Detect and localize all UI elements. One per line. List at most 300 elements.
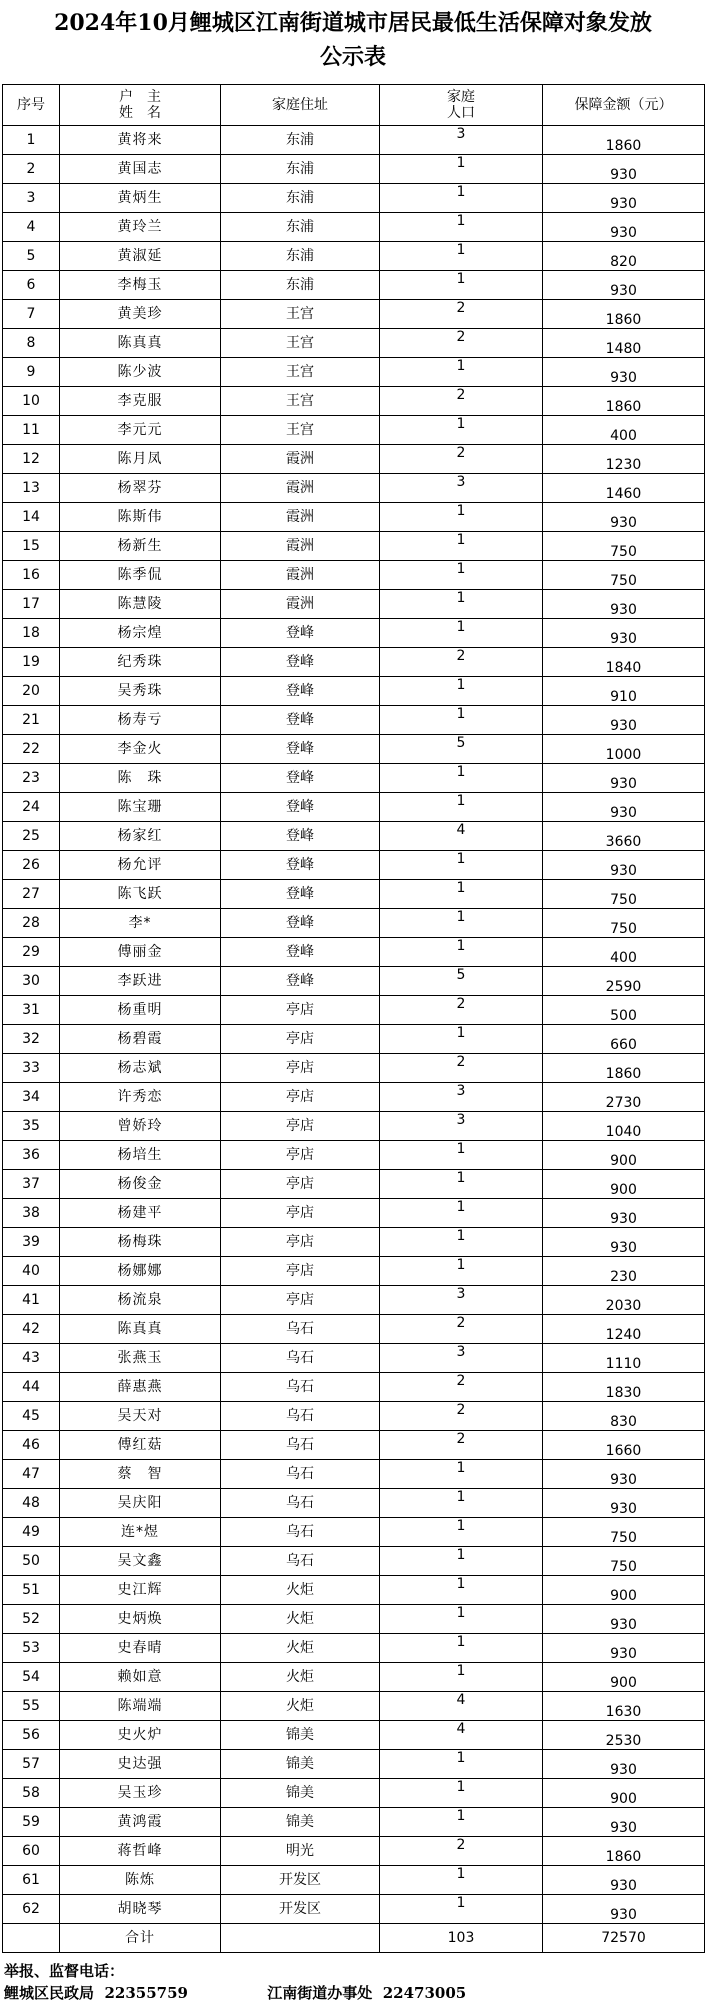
row-number: 62 xyxy=(3,1895,60,1924)
table-row xyxy=(3,1344,705,1373)
row-number: 24 xyxy=(3,793,60,822)
table-row xyxy=(3,677,705,706)
household-address: 乌石 xyxy=(221,1518,380,1547)
table-row xyxy=(3,329,705,358)
table-row xyxy=(3,822,705,851)
table-row xyxy=(3,358,705,387)
row-number: 45 xyxy=(3,1402,60,1431)
benefit-amount: 930 xyxy=(543,1228,705,1257)
household-address: 开发区 xyxy=(221,1866,380,1895)
head-of-household-name: 陈真真 xyxy=(60,329,221,358)
header-address: 家庭住址 xyxy=(221,85,380,126)
table-row xyxy=(3,213,705,242)
table-row xyxy=(3,967,705,996)
household-address: 王宫 xyxy=(221,329,380,358)
household-size: 2 xyxy=(380,387,543,416)
household-address: 霞洲 xyxy=(221,474,380,503)
household-size: 5 xyxy=(380,735,543,764)
header-people xyxy=(380,85,543,126)
head-of-household-name: 杨培生 xyxy=(60,1141,221,1170)
benefit-amount: 2730 xyxy=(543,1083,705,1112)
benefit-amount: 930 xyxy=(543,1460,705,1489)
table-row xyxy=(3,793,705,822)
household-size: 3 xyxy=(380,126,543,155)
head-of-household-name: 黄美珍 xyxy=(60,300,221,329)
household-size: 1 xyxy=(380,1228,543,1257)
household-size: 1 xyxy=(380,1257,543,1286)
head-of-household-name: 薛惠燕 xyxy=(60,1373,221,1402)
household-address: 亭店 xyxy=(221,1170,380,1199)
benefit-amount: 2530 xyxy=(543,1721,705,1750)
head-of-household-name: 李金火 xyxy=(60,735,221,764)
document-title xyxy=(0,6,706,74)
household-address: 登峰 xyxy=(221,909,380,938)
benefit-amount: 1460 xyxy=(543,474,705,503)
table-row xyxy=(3,271,705,300)
total-label: 合计 xyxy=(60,1924,221,1953)
phone-street-office: 22473005 xyxy=(382,1984,467,2002)
household-size: 2 xyxy=(380,1837,543,1866)
table-row xyxy=(3,242,705,271)
table-row xyxy=(3,764,705,793)
table-row xyxy=(3,1460,705,1489)
benefit-amount: 930 xyxy=(543,1808,705,1837)
head-of-household-name: 杨俊金 xyxy=(60,1170,221,1199)
head-of-household-name: 吴玉珍 xyxy=(60,1779,221,1808)
head-of-household-name: 杨宗煌 xyxy=(60,619,221,648)
row-number: 39 xyxy=(3,1228,60,1257)
row-number: 54 xyxy=(3,1663,60,1692)
household-size: 1 xyxy=(380,1576,543,1605)
benefit-amount: 1110 xyxy=(543,1344,705,1373)
household-size: 4 xyxy=(380,1692,543,1721)
household-size: 3 xyxy=(380,1344,543,1373)
household-size: 1 xyxy=(380,1547,543,1576)
household-address: 火炬 xyxy=(221,1692,380,1721)
phone-civil-affairs: 22355759 xyxy=(104,1984,188,2002)
row-number: 10 xyxy=(3,387,60,416)
benefit-amount: 750 xyxy=(543,909,705,938)
table-row xyxy=(3,1489,705,1518)
benefit-amount: 1860 xyxy=(543,1837,705,1866)
household-size: 4 xyxy=(380,1721,543,1750)
row-number: 30 xyxy=(3,967,60,996)
benefit-amount: 750 xyxy=(543,561,705,590)
head-of-household-name: 吴文鑫 xyxy=(60,1547,221,1576)
household-size: 1 xyxy=(380,1866,543,1895)
total-empty-address xyxy=(221,1924,380,1953)
header-amount: 保障金额（元） xyxy=(543,85,705,126)
benefit-amount: 900 xyxy=(543,1141,705,1170)
household-size: 1 xyxy=(380,1895,543,1924)
household-size: 1 xyxy=(380,1170,543,1199)
head-of-household-name: 史炳焕 xyxy=(60,1605,221,1634)
benefit-amount: 910 xyxy=(543,677,705,706)
head-of-household-name: 张燕玉 xyxy=(60,1344,221,1373)
total-row xyxy=(3,1924,705,1953)
household-size: 1 xyxy=(380,619,543,648)
household-size: 1 xyxy=(380,416,543,445)
household-address: 亭店 xyxy=(221,1228,380,1257)
total-empty-no xyxy=(3,1924,60,1953)
org-street-office: 江南街道办事处 xyxy=(267,1984,373,2002)
table-row xyxy=(3,1866,705,1895)
benefit-amount: 930 xyxy=(543,851,705,880)
household-address: 登峰 xyxy=(221,735,380,764)
table-row xyxy=(3,416,705,445)
head-of-household-name: 赖如意 xyxy=(60,1663,221,1692)
table-row xyxy=(3,1750,705,1779)
report-contact xyxy=(4,1960,704,2004)
household-address: 锦美 xyxy=(221,1750,380,1779)
head-of-household-name: 吴庆阳 xyxy=(60,1489,221,1518)
table-row xyxy=(3,1605,705,1634)
row-number: 6 xyxy=(3,271,60,300)
head-of-household-name: 黄淑延 xyxy=(60,242,221,271)
row-number: 60 xyxy=(3,1837,60,1866)
benefit-amount: 2030 xyxy=(543,1286,705,1315)
head-of-household-name: 黄国志 xyxy=(60,155,221,184)
benefit-amount: 750 xyxy=(543,1518,705,1547)
household-size: 1 xyxy=(380,590,543,619)
household-address: 乌石 xyxy=(221,1315,380,1344)
benefit-amount: 1860 xyxy=(543,387,705,416)
household-size: 2 xyxy=(380,445,543,474)
table-row xyxy=(3,1576,705,1605)
head-of-household-name: 陈斯伟 xyxy=(60,503,221,532)
benefit-amount: 1830 xyxy=(543,1373,705,1402)
row-number: 56 xyxy=(3,1721,60,1750)
household-address: 东浦 xyxy=(221,271,380,300)
household-size: 1 xyxy=(380,764,543,793)
benefit-amount: 900 xyxy=(543,1576,705,1605)
household-address: 东浦 xyxy=(221,155,380,184)
table-row xyxy=(3,1373,705,1402)
benefit-amount: 930 xyxy=(543,1199,705,1228)
benefit-amount: 930 xyxy=(543,619,705,648)
household-address: 霞洲 xyxy=(221,445,380,474)
head-of-household-name: 黄炳生 xyxy=(60,184,221,213)
head-of-household-name: 李梅玉 xyxy=(60,271,221,300)
row-number: 52 xyxy=(3,1605,60,1634)
household-size: 1 xyxy=(380,1634,543,1663)
benefit-amount: 1040 xyxy=(543,1112,705,1141)
table-row xyxy=(3,387,705,416)
row-number: 38 xyxy=(3,1199,60,1228)
benefit-amount: 2590 xyxy=(543,967,705,996)
head-of-household-name: 杨建平 xyxy=(60,1199,221,1228)
row-number: 21 xyxy=(3,706,60,735)
household-address: 乌石 xyxy=(221,1460,380,1489)
table-row xyxy=(3,590,705,619)
benefit-amount: 1240 xyxy=(543,1315,705,1344)
benefit-amount: 230 xyxy=(543,1257,705,1286)
household-address: 亭店 xyxy=(221,1112,380,1141)
household-size: 2 xyxy=(380,1373,543,1402)
household-size: 2 xyxy=(380,300,543,329)
head-of-household-name: 杨寿亏 xyxy=(60,706,221,735)
head-of-household-name: 陈宝珊 xyxy=(60,793,221,822)
household-address: 王宫 xyxy=(221,358,380,387)
head-of-household-name: 胡晓琴 xyxy=(60,1895,221,1924)
household-address: 乌石 xyxy=(221,1547,380,1576)
household-address: 亭店 xyxy=(221,1083,380,1112)
benefit-amount: 930 xyxy=(543,1489,705,1518)
row-number: 48 xyxy=(3,1489,60,1518)
household-address: 登峰 xyxy=(221,938,380,967)
head-of-household-name: 史火炉 xyxy=(60,1721,221,1750)
row-number: 37 xyxy=(3,1170,60,1199)
row-number: 14 xyxy=(3,503,60,532)
household-address: 明光 xyxy=(221,1837,380,1866)
row-number: 55 xyxy=(3,1692,60,1721)
table-row xyxy=(3,1228,705,1257)
household-address: 霞洲 xyxy=(221,503,380,532)
row-number: 5 xyxy=(3,242,60,271)
benefit-amount: 930 xyxy=(543,503,705,532)
head-of-household-name: 吴秀珠 xyxy=(60,677,221,706)
head-of-household-name: 陈炼 xyxy=(60,1866,221,1895)
household-address: 登峰 xyxy=(221,880,380,909)
household-address: 东浦 xyxy=(221,184,380,213)
household-address: 王宫 xyxy=(221,416,380,445)
row-number: 16 xyxy=(3,561,60,590)
recipient-table xyxy=(2,84,705,1953)
household-address: 开发区 xyxy=(221,1895,380,1924)
household-address: 王宫 xyxy=(221,300,380,329)
report-label: 举报、监督电话： xyxy=(4,1962,125,1980)
head-of-household-name: 陈季侃 xyxy=(60,561,221,590)
household-address: 东浦 xyxy=(221,126,380,155)
household-address: 亭店 xyxy=(221,1286,380,1315)
benefit-amount: 1660 xyxy=(543,1431,705,1460)
row-number: 11 xyxy=(3,416,60,445)
table-row xyxy=(3,561,705,590)
table-row xyxy=(3,1315,705,1344)
row-number: 4 xyxy=(3,213,60,242)
household-size: 3 xyxy=(380,1286,543,1315)
head-of-household-name: 杨梅珠 xyxy=(60,1228,221,1257)
row-number: 41 xyxy=(3,1286,60,1315)
household-size: 4 xyxy=(380,822,543,851)
row-number: 22 xyxy=(3,735,60,764)
header-people-line-1: 家庭 xyxy=(447,89,475,105)
household-address: 亭店 xyxy=(221,1054,380,1083)
household-size: 2 xyxy=(380,1054,543,1083)
household-size: 2 xyxy=(380,1402,543,1431)
row-number: 35 xyxy=(3,1112,60,1141)
table-row xyxy=(3,1286,705,1315)
head-of-household-name: 蒋哲峰 xyxy=(60,1837,221,1866)
benefit-amount: 930 xyxy=(543,706,705,735)
table-row xyxy=(3,1692,705,1721)
head-of-household-name: 杨家红 xyxy=(60,822,221,851)
table-row xyxy=(3,126,705,155)
household-size: 1 xyxy=(380,938,543,967)
household-size: 1 xyxy=(380,1750,543,1779)
table-row xyxy=(3,1663,705,1692)
row-number: 8 xyxy=(3,329,60,358)
benefit-amount: 930 xyxy=(543,1866,705,1895)
table-row xyxy=(3,996,705,1025)
table-row xyxy=(3,619,705,648)
benefit-amount: 930 xyxy=(543,1895,705,1924)
header-people-line-2: 人口 xyxy=(447,105,475,121)
head-of-household-name: 杨志斌 xyxy=(60,1054,221,1083)
household-address: 登峰 xyxy=(221,967,380,996)
head-of-household-name: 杨重明 xyxy=(60,996,221,1025)
household-address: 锦美 xyxy=(221,1808,380,1837)
table-row xyxy=(3,1895,705,1924)
header-name-line-1: 户 主 xyxy=(119,89,161,105)
household-size: 3 xyxy=(380,1083,543,1112)
table-row xyxy=(3,1779,705,1808)
row-number: 59 xyxy=(3,1808,60,1837)
benefit-amount: 930 xyxy=(543,1750,705,1779)
head-of-household-name: 黄将来 xyxy=(60,126,221,155)
household-address: 霞洲 xyxy=(221,590,380,619)
row-number: 40 xyxy=(3,1257,60,1286)
household-address: 登峰 xyxy=(221,851,380,880)
household-address: 亭店 xyxy=(221,1025,380,1054)
head-of-household-name: 杨碧霞 xyxy=(60,1025,221,1054)
table-row xyxy=(3,1547,705,1576)
row-number: 27 xyxy=(3,880,60,909)
header-no: 序号 xyxy=(3,85,60,126)
household-address: 锦美 xyxy=(221,1721,380,1750)
household-address: 登峰 xyxy=(221,793,380,822)
row-number: 47 xyxy=(3,1460,60,1489)
table-row xyxy=(3,1141,705,1170)
household-address: 亭店 xyxy=(221,1199,380,1228)
row-number: 42 xyxy=(3,1315,60,1344)
table-row xyxy=(3,1837,705,1866)
table-row xyxy=(3,1025,705,1054)
household-size: 1 xyxy=(380,851,543,880)
row-number: 49 xyxy=(3,1518,60,1547)
household-size: 1 xyxy=(380,184,543,213)
table-row xyxy=(3,445,705,474)
head-of-household-name: 陈少波 xyxy=(60,358,221,387)
household-size: 1 xyxy=(380,1779,543,1808)
household-address: 登峰 xyxy=(221,822,380,851)
household-address: 锦美 xyxy=(221,1779,380,1808)
benefit-amount: 930 xyxy=(543,271,705,300)
table-row xyxy=(3,1199,705,1228)
head-of-household-name: 连*煜 xyxy=(60,1518,221,1547)
household-address: 登峰 xyxy=(221,677,380,706)
household-address: 乌石 xyxy=(221,1344,380,1373)
title-line-2: 公示表 xyxy=(319,44,386,70)
table-row xyxy=(3,1054,705,1083)
household-size: 1 xyxy=(380,1025,543,1054)
row-number: 61 xyxy=(3,1866,60,1895)
benefit-amount: 1860 xyxy=(543,300,705,329)
benefit-amount: 1860 xyxy=(543,1054,705,1083)
household-size: 1 xyxy=(380,909,543,938)
benefit-amount: 3660 xyxy=(543,822,705,851)
household-address: 亭店 xyxy=(221,1257,380,1286)
benefit-amount: 400 xyxy=(543,938,705,967)
table-row xyxy=(3,880,705,909)
table-row xyxy=(3,938,705,967)
household-size: 1 xyxy=(380,155,543,184)
household-address: 霞洲 xyxy=(221,532,380,561)
table-row xyxy=(3,909,705,938)
household-size: 1 xyxy=(380,271,543,300)
table-row xyxy=(3,184,705,213)
table-row xyxy=(3,1431,705,1460)
household-address: 火炬 xyxy=(221,1634,380,1663)
row-number: 18 xyxy=(3,619,60,648)
household-size: 1 xyxy=(380,532,543,561)
row-number: 15 xyxy=(3,532,60,561)
household-address: 亭店 xyxy=(221,1141,380,1170)
household-size: 1 xyxy=(380,503,543,532)
row-number: 36 xyxy=(3,1141,60,1170)
household-size: 2 xyxy=(380,996,543,1025)
row-number: 2 xyxy=(3,155,60,184)
benefit-amount: 900 xyxy=(543,1779,705,1808)
household-size: 1 xyxy=(380,1489,543,1518)
household-address: 亭店 xyxy=(221,996,380,1025)
household-size: 2 xyxy=(380,1315,543,1344)
household-size: 1 xyxy=(380,706,543,735)
head-of-household-name: 史达强 xyxy=(60,1750,221,1779)
table-row xyxy=(3,735,705,764)
row-number: 7 xyxy=(3,300,60,329)
head-of-household-name: 杨允评 xyxy=(60,851,221,880)
table-row xyxy=(3,1083,705,1112)
benefit-amount: 750 xyxy=(543,880,705,909)
benefit-amount: 820 xyxy=(543,242,705,271)
row-number: 28 xyxy=(3,909,60,938)
head-of-household-name: 杨新生 xyxy=(60,532,221,561)
row-number: 20 xyxy=(3,677,60,706)
benefit-amount: 930 xyxy=(543,184,705,213)
benefit-amount: 750 xyxy=(543,532,705,561)
household-address: 登峰 xyxy=(221,764,380,793)
head-of-household-name: 纪秀珠 xyxy=(60,648,221,677)
org-civil-affairs: 鲤城区民政局 xyxy=(4,1984,95,2002)
household-address: 霞洲 xyxy=(221,561,380,590)
benefit-amount: 1480 xyxy=(543,329,705,358)
table-row xyxy=(3,1808,705,1837)
benefit-amount: 930 xyxy=(543,213,705,242)
table-row xyxy=(3,474,705,503)
head-of-household-name: 杨流泉 xyxy=(60,1286,221,1315)
benefit-amount: 930 xyxy=(543,155,705,184)
head-of-household-name: 蔡 智 xyxy=(60,1460,221,1489)
table-row xyxy=(3,648,705,677)
household-size: 1 xyxy=(380,1808,543,1837)
household-size: 2 xyxy=(380,1431,543,1460)
head-of-household-name: 李元元 xyxy=(60,416,221,445)
household-address: 登峰 xyxy=(221,619,380,648)
benefit-amount: 1230 xyxy=(543,445,705,474)
table-row xyxy=(3,1402,705,1431)
benefit-amount: 1840 xyxy=(543,648,705,677)
household-size: 1 xyxy=(380,880,543,909)
benefit-amount: 400 xyxy=(543,416,705,445)
head-of-household-name: 黄玲兰 xyxy=(60,213,221,242)
row-number: 50 xyxy=(3,1547,60,1576)
household-address: 东浦 xyxy=(221,213,380,242)
head-of-household-name: 陈慧陵 xyxy=(60,590,221,619)
benefit-amount: 1860 xyxy=(543,126,705,155)
report-phones xyxy=(4,1982,704,2004)
total-people: 103 xyxy=(380,1924,543,1953)
